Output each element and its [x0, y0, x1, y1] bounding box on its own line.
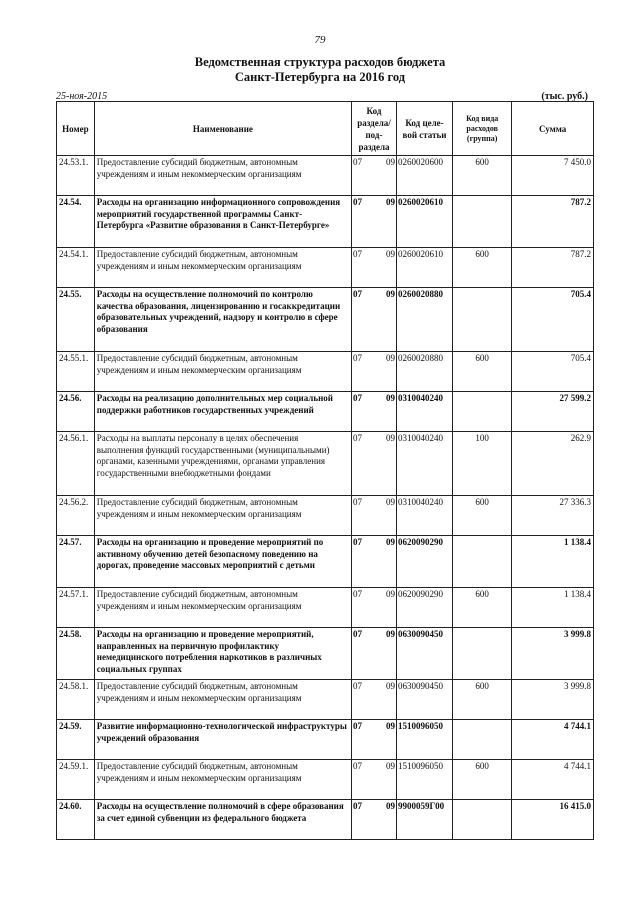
table-row	[57, 432, 594, 496]
row-section: 07	[353, 249, 363, 259]
row-expense-type: 600	[453, 156, 512, 196]
row-number: 24.53.1.	[57, 156, 95, 196]
row-subsection: 09	[385, 761, 395, 771]
row-target-code: 0260020600	[396, 156, 452, 196]
row-number: 24.59.1.	[57, 760, 95, 800]
row-section-code	[352, 680, 397, 720]
table-header-row	[57, 102, 594, 156]
table-row	[57, 392, 594, 432]
row-subsection: 09	[385, 801, 395, 811]
header-expense-type-code: Код вида расходов (группа)	[453, 102, 512, 156]
row-name: Расходы на организацию и проведение мероприятий по активному обучению детей безопасному поведению на дорогах, проведение массовых мероприятий с детьми	[94, 536, 351, 588]
row-name: Расходы на выплаты персоналу в целях обеспечения выполнения функций государственными (муниципальными) органами, казенными учреждениями, органами управления государственными внебюджетными фондами	[94, 432, 351, 496]
row-name: Предоставление субсидий бюджетным, автономным учреждениям и иным некоммерческим организациям	[94, 680, 351, 720]
header-number: Номер	[57, 102, 95, 156]
row-name: Предоставление субсидий бюджетным, автономным учреждениям и иным некоммерческим организациям	[94, 248, 351, 288]
row-expense-type	[453, 196, 512, 248]
header-name: Наименование	[94, 102, 351, 156]
row-name: Расходы на осуществление полномочий по контролю качества образования, лицензированию и госаккредитации образовательных учреждений, надзору и контролю в сфере образования	[94, 288, 351, 352]
row-section-code	[352, 760, 397, 800]
row-name: Предоставление субсидий бюджетным, автономным учреждениям и иным некоммерческим организациям	[94, 156, 351, 196]
row-number: 24.56.2.	[57, 496, 95, 536]
row-expense-type	[453, 628, 512, 680]
row-expense-type: 100	[453, 432, 512, 496]
table-row	[57, 720, 594, 760]
row-number: 24.55.1.	[57, 352, 95, 392]
table-row	[57, 288, 594, 352]
row-amount: 3 999.8	[512, 680, 594, 720]
row-name: Расходы на организацию информационного сопровождения мероприятий государственной программы Санкт-Петербурга «Развитие образования в Санкт-Петербурге»	[94, 196, 351, 248]
row-section-code	[352, 628, 397, 680]
row-target-code: 0260020610	[396, 196, 452, 248]
row-name: Расходы на осуществление полномочий в сфере образования за счет единой субвенции из федерального бюджета	[94, 800, 351, 840]
row-section-code	[352, 248, 397, 288]
row-section: 07	[353, 681, 363, 691]
row-subsection: 09	[385, 629, 395, 639]
table-row	[57, 496, 594, 536]
row-number: 24.57.	[57, 536, 95, 588]
row-subsection: 09	[385, 537, 395, 547]
row-subsection: 09	[385, 197, 395, 207]
row-name: Развитие информационно-технологической инфраструктуры учреждений образования	[94, 720, 351, 760]
row-subsection: 09	[385, 433, 395, 443]
row-amount: 787.2	[512, 196, 594, 248]
title-line-2: Санкт-Петербурга на 2016 год	[234, 70, 406, 84]
row-name: Предоставление субсидий бюджетным, автономным учреждениям и иным некоммерческим организациям	[94, 760, 351, 800]
row-section-code	[352, 588, 397, 628]
row-number: 24.54.1.	[57, 248, 95, 288]
header-target-code: Код целе- вой статьи	[396, 102, 452, 156]
row-amount: 787.2	[512, 248, 594, 288]
budget-table	[56, 101, 594, 840]
row-target-code: 0310040240	[396, 392, 452, 432]
row-name: Предоставление субсидий бюджетным, автономным учреждениям и иным некоммерческим организациям	[94, 496, 351, 536]
row-section: 07	[353, 629, 363, 639]
row-section-code	[352, 496, 397, 536]
row-expense-type	[453, 800, 512, 840]
row-expense-type: 600	[453, 352, 512, 392]
row-amount: 705.4	[512, 288, 594, 352]
row-section: 07	[353, 289, 363, 299]
table-row	[57, 760, 594, 800]
row-amount: 705.4	[512, 352, 594, 392]
row-section: 07	[353, 537, 363, 547]
table-row	[57, 248, 594, 288]
row-section-code	[352, 156, 397, 196]
row-subsection: 09	[385, 157, 395, 167]
row-number: 24.54.	[57, 196, 95, 248]
row-expense-type: 600	[453, 496, 512, 536]
row-amount: 3 999.8	[512, 628, 594, 680]
row-expense-type	[453, 720, 512, 760]
row-section: 07	[353, 197, 363, 207]
row-amount: 7 450.0	[512, 156, 594, 196]
row-section: 07	[353, 157, 363, 167]
row-target-code: 0620090290	[396, 588, 452, 628]
row-section: 07	[353, 433, 363, 443]
table-row	[57, 156, 594, 196]
row-amount: 16 415.0	[512, 800, 594, 840]
row-expense-type	[453, 536, 512, 588]
page-title	[0, 55, 640, 85]
row-target-code: 9900059Г00	[396, 800, 452, 840]
row-number: 24.55.	[57, 288, 95, 352]
row-number: 24.56.1.	[57, 432, 95, 496]
row-subsection: 09	[385, 249, 395, 259]
row-subsection: 09	[385, 497, 395, 507]
units-label: (тыс. руб.)	[541, 91, 588, 102]
row-section: 07	[353, 497, 363, 507]
row-target-code: 0260020880	[396, 288, 452, 352]
row-target-code: 0310040240	[396, 496, 452, 536]
row-section: 07	[353, 721, 363, 731]
row-section-code	[352, 392, 397, 432]
table-row	[57, 628, 594, 680]
row-expense-type: 600	[453, 588, 512, 628]
table-row	[57, 196, 594, 248]
row-expense-type: 600	[453, 248, 512, 288]
row-target-code: 1510096050	[396, 720, 452, 760]
row-name: Предоставление субсидий бюджетным, автономным учреждениям и иным некоммерческим организациям	[94, 588, 351, 628]
row-number: 24.57.1.	[57, 588, 95, 628]
header-amount: Сумма	[512, 102, 594, 156]
row-section-code	[352, 196, 397, 248]
row-section: 07	[353, 761, 363, 771]
row-section-code	[352, 432, 397, 496]
row-number: 24.60.	[57, 800, 95, 840]
row-target-code: 0310040240	[396, 432, 452, 496]
row-name: Предоставление субсидий бюджетным, автономным учреждениям и иным некоммерческим организациям	[94, 352, 351, 392]
row-target-code: 0630090450	[396, 628, 452, 680]
row-amount: 1 138.4	[512, 588, 594, 628]
row-number: 24.56.	[57, 392, 95, 432]
row-subsection: 09	[385, 393, 395, 403]
row-expense-type	[453, 288, 512, 352]
row-number: 24.59.	[57, 720, 95, 760]
table-row	[57, 352, 594, 392]
row-amount: 4 744.1	[512, 760, 594, 800]
row-name: Расходы на реализацию дополнительных мер социальной поддержки работников государственных учреждений	[94, 392, 351, 432]
row-target-code: 0260020610	[396, 248, 452, 288]
row-number: 24.58.1.	[57, 680, 95, 720]
row-amount: 4 744.1	[512, 720, 594, 760]
row-section-code	[352, 536, 397, 588]
row-section-code	[352, 720, 397, 760]
row-name: Расходы на организацию и проведение мероприятий, направленных на первичную профилактику немедицинского потребления наркотиков в различных социальных группах	[94, 628, 351, 680]
page-number: 79	[314, 34, 326, 46]
row-section-code	[352, 800, 397, 840]
row-subsection: 09	[385, 589, 395, 599]
row-amount: 262.9	[512, 432, 594, 496]
title-line-1: Ведомственная структура расходов бюджета	[194, 55, 446, 69]
row-section: 07	[353, 393, 363, 403]
document-date: 25-ноя-2015	[56, 91, 108, 102]
row-amount: 27 599.2	[512, 392, 594, 432]
row-target-code: 0260020880	[396, 352, 452, 392]
row-subsection: 09	[385, 289, 395, 299]
header-section-code: Код раздела/ под- раздела	[352, 102, 397, 156]
table-row	[57, 680, 594, 720]
row-amount: 27 336.3	[512, 496, 594, 536]
table-row	[57, 536, 594, 588]
row-subsection: 09	[385, 681, 395, 691]
row-section: 07	[353, 801, 363, 811]
row-target-code: 1510096050	[396, 760, 452, 800]
row-amount: 1 138.4	[512, 536, 594, 588]
row-subsection: 09	[385, 721, 395, 731]
row-expense-type: 600	[453, 760, 512, 800]
row-target-code: 0630090450	[396, 680, 452, 720]
row-section: 07	[353, 353, 363, 363]
row-section-code	[352, 288, 397, 352]
row-section: 07	[353, 589, 363, 599]
row-target-code: 0620090290	[396, 536, 452, 588]
row-expense-type: 600	[453, 680, 512, 720]
row-expense-type	[453, 392, 512, 432]
table-row	[57, 588, 594, 628]
row-number: 24.58.	[57, 628, 95, 680]
table-row	[57, 800, 594, 840]
row-subsection: 09	[385, 353, 395, 363]
row-section-code	[352, 352, 397, 392]
